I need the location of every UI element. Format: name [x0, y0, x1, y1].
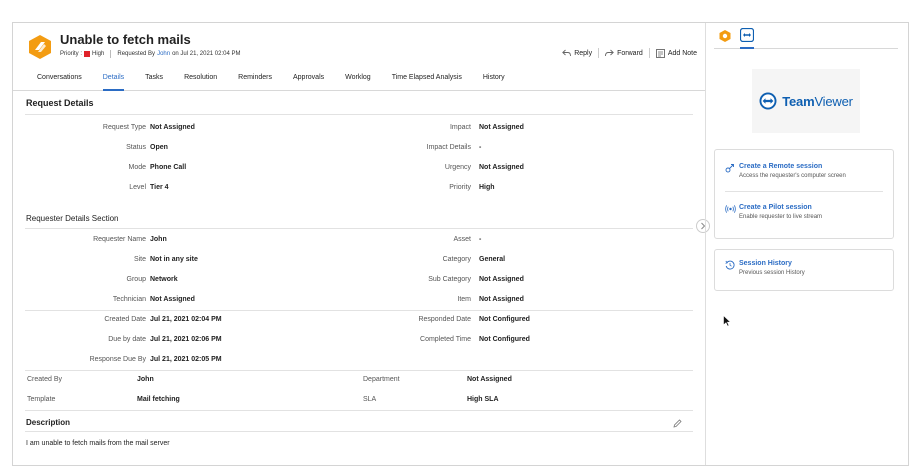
field-value: John [137, 376, 154, 383]
session-history-desc: Previous session History [739, 270, 805, 276]
request-meta [60, 50, 240, 58]
detail-tabs [13, 67, 705, 91]
reply-button[interactable] [562, 49, 592, 57]
integration-tabs [714, 23, 898, 49]
remote-session-icon [725, 163, 735, 173]
field-label: Mode [128, 164, 146, 171]
reply-label: Reply [574, 49, 593, 57]
field-label: Due by date [108, 336, 146, 343]
requester-link[interactable]: John [157, 51, 171, 57]
requested-date: on Jul 21, 2021 02:04 PM [172, 51, 241, 57]
remote-session-desc: Access the requester's computer screen [739, 173, 846, 179]
field-label: Impact [449, 124, 471, 131]
requested-by-prefix: Requested By [117, 51, 156, 57]
field-value: Not Assigned [150, 296, 195, 303]
history-clock-icon [725, 260, 735, 270]
description-text: I am unable to fetch mails from the mail server [26, 440, 170, 447]
field-value: Not Assigned [479, 296, 524, 303]
detail-row [13, 144, 705, 156]
detail-row [13, 296, 705, 308]
tab-details[interactable]: Details [103, 67, 124, 91]
field-label: Created By [27, 376, 63, 383]
detail-row [13, 356, 705, 368]
priority-value: High [92, 51, 105, 57]
field-label: Asset [453, 236, 471, 243]
forward-icon [605, 49, 614, 57]
divider [25, 310, 693, 311]
priority-label: Priority : [60, 51, 83, 57]
field-label: Site [133, 256, 146, 263]
app-frame [12, 22, 909, 466]
session-history-title: Session History [739, 260, 792, 267]
divider [25, 228, 693, 229]
tab-teamviewer[interactable] [740, 28, 754, 49]
field-value: Not Configured [479, 316, 530, 323]
tab-resolution[interactable]: Resolution [184, 74, 218, 81]
integration-panel [705, 23, 908, 465]
field-value: Jul 21, 2021 02:04 PM [150, 316, 222, 323]
requester-details-heading: Requester Details Section [26, 214, 119, 223]
page-title: Unable to fetch mails [60, 32, 191, 47]
forward-button[interactable] [605, 49, 643, 57]
field-value: Not Assigned [479, 164, 524, 171]
request-details-heading: Request Details [26, 98, 94, 108]
field-label: Group [126, 276, 146, 283]
create-pilot-session-button[interactable] [715, 204, 893, 220]
field-label: Level [129, 184, 146, 191]
pilot-broadcast-icon [725, 204, 736, 214]
teamviewer-logo-icon [759, 92, 777, 110]
session-history-button[interactable] [715, 260, 893, 276]
request-actions [562, 48, 697, 58]
divider [110, 50, 111, 58]
divider [25, 410, 693, 411]
teamviewer-brand-name [782, 94, 853, 109]
tab-tasks[interactable]: Tasks [145, 74, 164, 81]
field-value: Mail fetching [137, 396, 180, 403]
teamviewer-icon [740, 28, 754, 42]
detail-row [13, 124, 705, 136]
tab-history[interactable]: History [482, 74, 505, 81]
detail-row [13, 276, 705, 288]
field-label: Sub Category [428, 276, 471, 283]
detail-row [13, 164, 705, 176]
reply-icon [562, 49, 571, 57]
field-value: Not in any site [150, 256, 198, 263]
tab-worklog[interactable]: Worklog [345, 74, 371, 81]
field-value: General [479, 256, 506, 263]
field-value: Open [150, 144, 168, 151]
pilot-session-title: Create a Pilot session [739, 204, 812, 211]
brand-name-bold: Team [782, 93, 815, 109]
request-logo-icon [29, 35, 51, 59]
description-heading: Description [26, 418, 71, 427]
field-value: Not Assigned [479, 124, 524, 131]
request-main-panel [13, 23, 705, 465]
field-label: Completed Time [420, 336, 471, 343]
field-value: Not Assigned [150, 124, 195, 131]
field-value: Not Assigned [479, 276, 524, 283]
add-note-label: Add Note [667, 49, 697, 57]
divider [725, 191, 883, 192]
divider [25, 370, 693, 371]
detail-row [13, 336, 705, 348]
field-label: Created Date [104, 316, 146, 323]
detail-row [13, 236, 705, 248]
tab-approvals[interactable]: Approvals [293, 74, 325, 81]
servicedesk-app-icon[interactable] [718, 28, 732, 44]
note-icon [656, 49, 665, 58]
edit-pencil-icon[interactable] [673, 419, 682, 428]
field-label: Impact Details [426, 144, 471, 151]
field-value: Jul 21, 2021 02:05 PM [150, 356, 222, 363]
divider [598, 48, 599, 58]
tab-reminders[interactable]: Reminders [238, 74, 272, 81]
field-label: Department [363, 376, 400, 383]
tab-conversations[interactable]: Conversations [37, 74, 82, 81]
remote-session-title: Create a Remote session [739, 163, 823, 170]
mouse-cursor-icon [723, 315, 731, 327]
detail-row [13, 396, 705, 408]
field-value: High SLA [467, 396, 499, 403]
session-history-card [714, 249, 894, 291]
field-value: Phone Call [150, 164, 187, 171]
detail-row [13, 376, 705, 388]
brand-name-light: Viewer [814, 93, 853, 109]
detail-row [13, 256, 705, 268]
field-value: Not Assigned [467, 376, 512, 383]
field-label: Item [457, 296, 471, 303]
detail-row [13, 316, 705, 328]
field-value: John [150, 236, 167, 243]
divider [25, 114, 693, 115]
detail-row [13, 184, 705, 196]
field-label: Urgency [444, 164, 471, 171]
field-value: High [479, 184, 495, 191]
field-label: SLA [363, 396, 377, 403]
pilot-session-desc: Enable requester to live stream [739, 214, 823, 220]
teamviewer-logo [752, 69, 860, 133]
field-value: Tier 4 [150, 184, 169, 191]
field-label: Response Due By [89, 356, 146, 363]
field-label: Responded Date [418, 316, 471, 323]
divider [649, 48, 650, 58]
field-label: Template [27, 396, 56, 403]
field-value: - [479, 236, 482, 243]
field-label: Priority [449, 184, 471, 191]
divider [25, 431, 693, 432]
field-value: Jul 21, 2021 02:06 PM [150, 336, 222, 343]
field-label: Request Type [102, 124, 146, 131]
priority-indicator-icon [84, 51, 90, 57]
field-value: Network [150, 276, 178, 283]
field-label: Technician [112, 296, 146, 303]
field-value: - [479, 144, 482, 151]
field-label: Status [126, 144, 146, 151]
field-label: Requester Name [93, 236, 146, 243]
field-label: Category [442, 256, 471, 263]
tab-time-elapsed-analysis[interactable]: Time Elapsed Analysis [391, 74, 462, 81]
field-value: Not Configured [479, 336, 530, 343]
session-actions-card [714, 149, 894, 239]
add-note-button[interactable] [656, 49, 697, 58]
forward-label: Forward [617, 49, 643, 57]
create-remote-session-button[interactable] [715, 163, 893, 179]
